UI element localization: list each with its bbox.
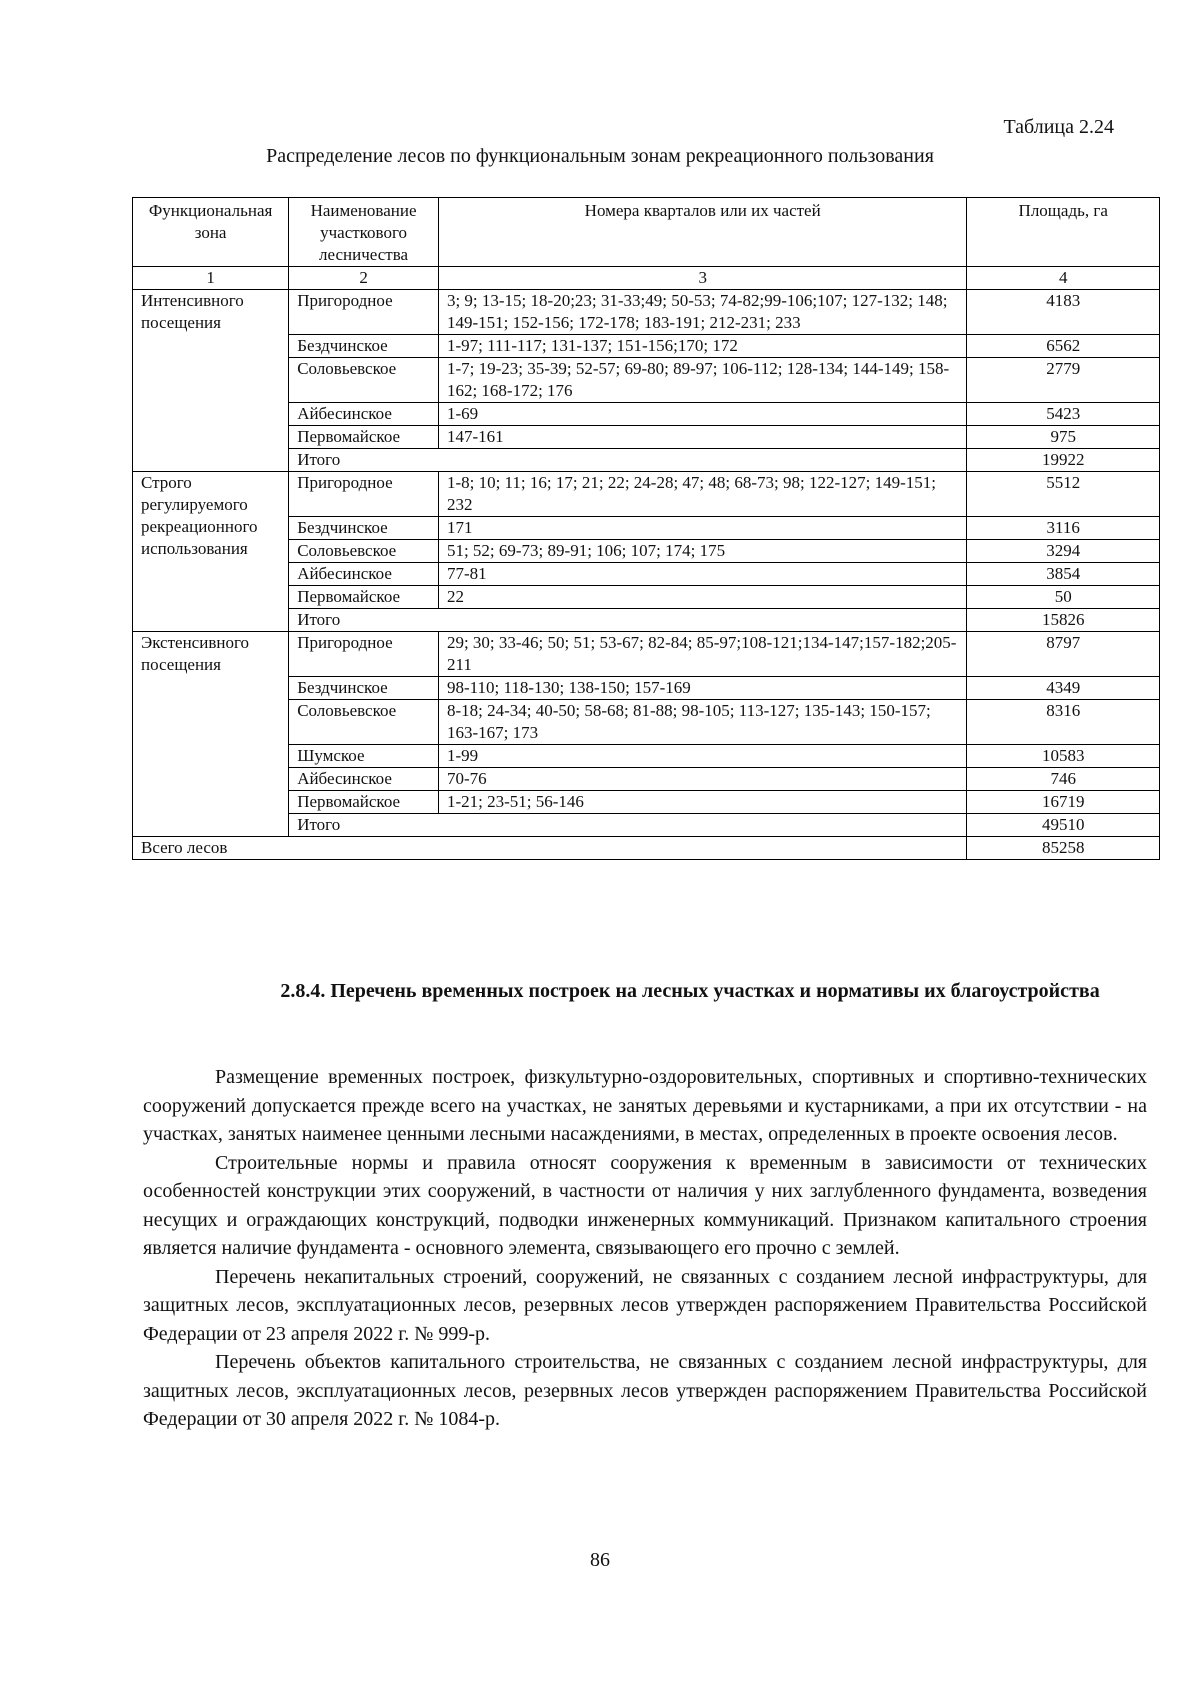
col-number: 3 xyxy=(438,267,966,290)
col-number: 4 xyxy=(967,267,1160,290)
quarters-cell: 77-81 xyxy=(438,563,966,586)
quarters-cell: 51; 52; 69-73; 89-91; 106; 107; 174; 175 xyxy=(438,540,966,563)
table-row xyxy=(133,632,1160,677)
col-number: 1 xyxy=(133,267,289,290)
paragraph: Строительные нормы и правила относят сооружения к временным в зависимости от технических особенностей конструкции этих сооружений, в частности от наличия у них заглубленного фундамента, возведения несущих и ограждающих конструкций, подводки инженерных коммуникаций. Признаком капитального строения является наличие фундамента - основного элемента, связывающего его прочно с землей. xyxy=(143,1151,1147,1259)
quarters-cell: 1-99 xyxy=(438,745,966,768)
area-cell: 5423 xyxy=(967,403,1160,426)
section-title: 2.8.4. Перечень временных построек на лесных участках и нормативы их благоустройства xyxy=(280,980,1100,1002)
table-header-row xyxy=(133,198,1160,267)
forestry-cell: Соловьевское xyxy=(289,700,439,745)
quarters-cell: 1-21; 23-51; 56-146 xyxy=(438,791,966,814)
forestry-cell: Пригородное xyxy=(289,632,439,677)
body-text xyxy=(143,1063,1147,1434)
subtotal-label: Итого xyxy=(289,449,967,472)
forestry-cell: Первомайское xyxy=(289,586,439,609)
forestry-cell: Айбесинское xyxy=(289,768,439,791)
paragraph: Размещение временных построек, физкультурно-оздоровительных, спортивных и спортивно-технических сооружений допускается прежде всего на участках, не занятых деревьями и кустарниками, а при их отсутствии - на участках, занятых наименее ценными лесными насаждениями, в местах, определенных в проекте освоения лесов. xyxy=(143,1066,1147,1145)
quarters-cell: 70-76 xyxy=(438,768,966,791)
area-cell: 3116 xyxy=(967,517,1160,540)
paragraph: Перечень некапитальных строений, сооружений, не связанных с созданием лесной инфраструктуры, для защитных лесов, эксплуатационных лесов, резервных лесов утвержден распоряжением Правительства Российской Федерации от 23 апреля 2022 г. № 999-р. xyxy=(143,1265,1147,1345)
column-number-row xyxy=(133,267,1160,290)
forestry-cell: Пригородное xyxy=(289,472,439,517)
header-forestry: Наименование участкового лесничества xyxy=(289,198,439,267)
area-cell: 10583 xyxy=(967,745,1160,768)
table-row xyxy=(133,472,1160,517)
zone-cell: Интенсивного посещения xyxy=(133,290,289,472)
grand-total-row xyxy=(133,837,1160,860)
forestry-cell: Соловьевское xyxy=(289,540,439,563)
quarters-cell: 29; 30; 33-46; 50; 51; 53-67; 82-84; 85-97;108-121;134-147;157-182;205-211 xyxy=(438,632,966,677)
area-cell: 3854 xyxy=(967,563,1160,586)
area-cell: 8797 xyxy=(967,632,1160,677)
header-zone: Функциональная зона xyxy=(133,198,289,267)
grand-total-value: 85258 xyxy=(967,837,1160,860)
table-row xyxy=(133,290,1160,335)
forest-zones-table xyxy=(132,197,1160,860)
quarters-cell: 1-97; 111-117; 131-137; 151-156;170; 172 xyxy=(438,335,966,358)
area-cell: 975 xyxy=(967,426,1160,449)
header-area: Площадь, га xyxy=(967,198,1160,267)
forestry-cell: Бездчинское xyxy=(289,335,439,358)
area-cell: 3294 xyxy=(967,540,1160,563)
table-caption: Распределение лесов по функциональным зонам рекреационного пользования xyxy=(266,145,934,167)
zone-cell: Строго регулируемого рекреационного использования xyxy=(133,472,289,632)
forestry-cell: Соловьевское xyxy=(289,358,439,403)
page-number: 86 xyxy=(590,1549,610,1571)
table-label: Таблица 2.24 xyxy=(1003,116,1114,138)
area-cell: 8316 xyxy=(967,700,1160,745)
table-body xyxy=(133,290,1160,860)
forestry-cell: Первомайское xyxy=(289,791,439,814)
area-cell: 746 xyxy=(967,768,1160,791)
subtotal-label: Итого xyxy=(289,814,967,837)
quarters-cell: 147-161 xyxy=(438,426,966,449)
area-cell: 4349 xyxy=(967,677,1160,700)
zone-cell: Экстенсивного посещения xyxy=(133,632,289,837)
subtotal-value: 19922 xyxy=(967,449,1160,472)
forestry-cell: Первомайское xyxy=(289,426,439,449)
area-cell: 50 xyxy=(967,586,1160,609)
area-cell: 2779 xyxy=(967,358,1160,403)
quarters-cell: 1-7; 19-23; 35-39; 52-57; 69-80; 89-97; 106-112; 128-134; 144-149; 158-162; 168-172; 176 xyxy=(438,358,966,403)
subtotal-label: Итого xyxy=(289,609,967,632)
forestry-cell: Пригородное xyxy=(289,290,439,335)
col-number: 2 xyxy=(289,267,439,290)
header-quarters: Номера кварталов или их частей xyxy=(438,198,966,267)
area-cell: 6562 xyxy=(967,335,1160,358)
quarters-cell: 98-110; 118-130; 138-150; 157-169 xyxy=(438,677,966,700)
quarters-cell: 1-8; 10; 11; 16; 17; 21; 22; 24-28; 47; 48; 68-73; 98; 122-127; 149-151; 232 xyxy=(438,472,966,517)
grand-total-label: Всего лесов xyxy=(133,837,967,860)
area-cell: 5512 xyxy=(967,472,1160,517)
forestry-cell: Айбесинское xyxy=(289,403,439,426)
forestry-cell: Бездчинское xyxy=(289,517,439,540)
subtotal-value: 15826 xyxy=(967,609,1160,632)
paragraph: Перечень объектов капитального строительства, не связанных с созданием лесной инфраструктуры, для защитных лесов, эксплуатационных лесов, резервных лесов утвержден распоряжением Правительства Российской Федерации от 30 апреля 2022 г. № 1084-р. xyxy=(143,1351,1147,1430)
subtotal-value: 49510 xyxy=(967,814,1160,837)
forestry-cell: Шумское xyxy=(289,745,439,768)
quarters-cell: 171 xyxy=(438,517,966,540)
area-cell: 4183 xyxy=(967,290,1160,335)
forestry-cell: Айбесинское xyxy=(289,563,439,586)
forestry-cell: Бездчинское xyxy=(289,677,439,700)
quarters-cell: 3; 9; 13-15; 18-20;23; 31-33;49; 50-53; 74-82;99-106;107; 127-132; 148; 149-151; 152-156; 172-178; 183-191; 212-231; 233 xyxy=(438,290,966,335)
quarters-cell: 8-18; 24-34; 40-50; 58-68; 81-88; 98-105; 113-127; 135-143; 150-157; 163-167; 173 xyxy=(438,700,966,745)
area-cell: 16719 xyxy=(967,791,1160,814)
quarters-cell: 22 xyxy=(438,586,966,609)
quarters-cell: 1-69 xyxy=(438,403,966,426)
